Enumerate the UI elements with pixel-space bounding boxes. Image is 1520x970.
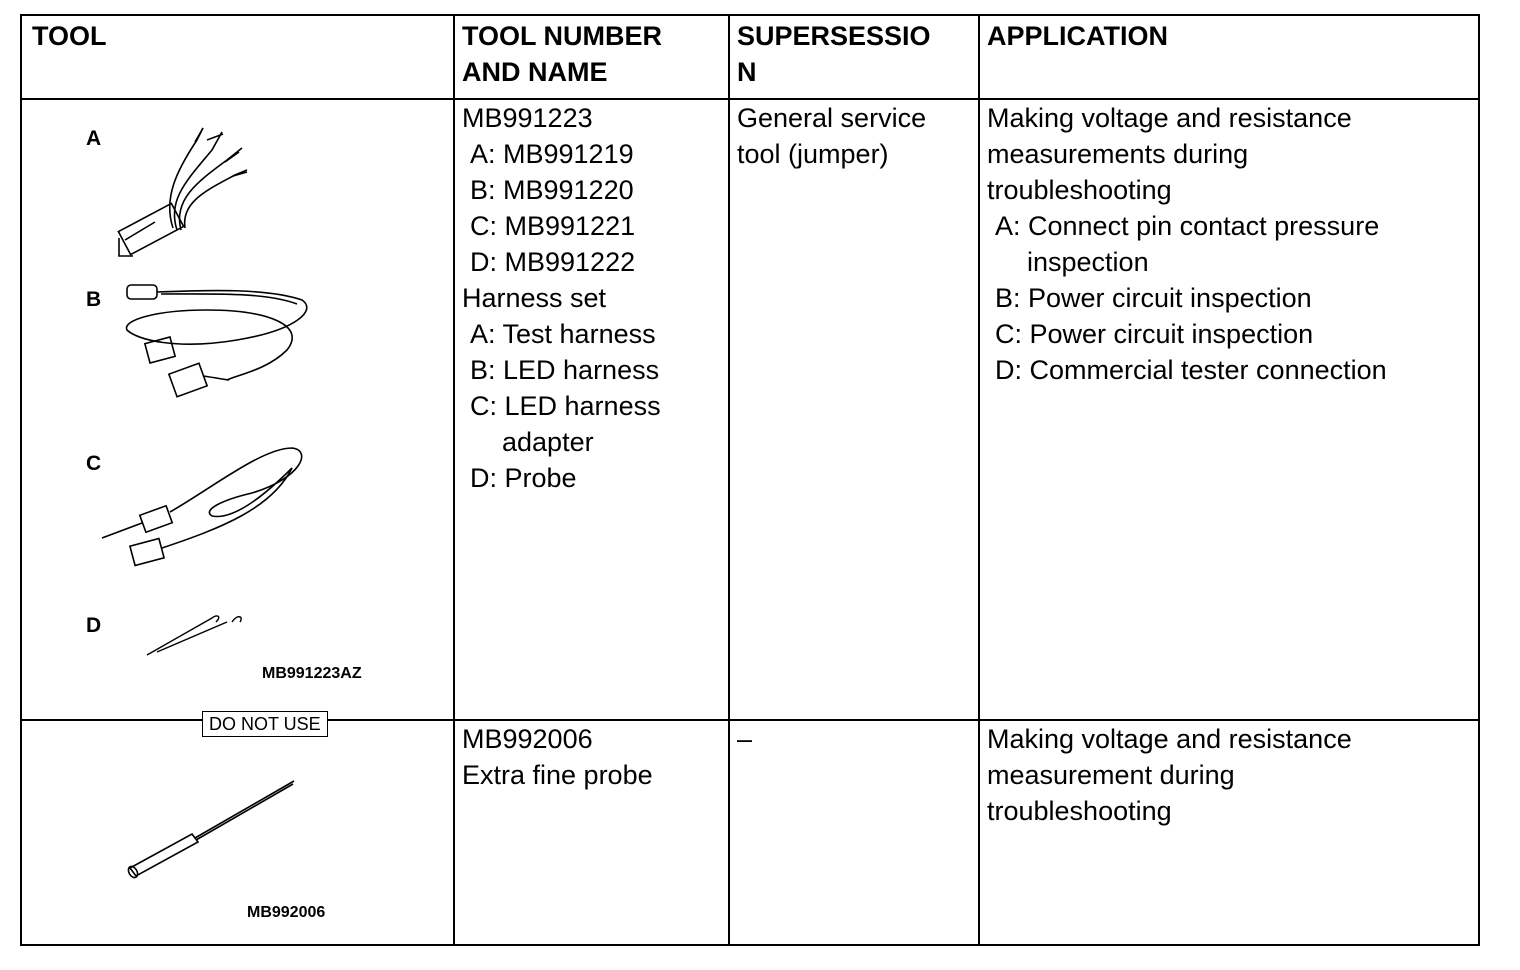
illustration-label-d: D xyxy=(86,614,102,637)
led-harness-icon xyxy=(117,280,317,410)
extra-fine-probe-icon xyxy=(122,776,302,886)
illustration-label-c: C xyxy=(86,452,102,475)
header-supersession: SUPERSESSIO N xyxy=(737,21,931,87)
test-harness-icon xyxy=(107,120,257,260)
header-tool-number: TOOL NUMBER AND NAME xyxy=(462,21,663,87)
tool-illustration-mb992006 xyxy=(22,721,452,945)
application-cell: Making voltage and resistance measurements during troubleshooting A: Connect pin contact pressure inspection B: Power circuit inspection C: Power circuit inspection D: Commercial tester connection xyxy=(987,103,1387,385)
do-not-use-label: DO NOT USE xyxy=(202,711,328,737)
application-cell: Making voltage and resistance measurement during troubleshooting xyxy=(987,724,1352,826)
illustration-label-a: A xyxy=(86,127,102,150)
column-divider xyxy=(453,16,455,944)
illustration-code: MB992006 xyxy=(247,904,326,921)
header-tool: TOOL xyxy=(32,21,107,51)
tool-number-cell: MB992006 Extra fine probe xyxy=(462,724,653,790)
tool-table xyxy=(20,14,1480,946)
supersession-cell: – xyxy=(737,724,753,754)
tool-illustration-mb991223 xyxy=(22,100,452,734)
probe-icon xyxy=(142,610,252,660)
header-application: APPLICATION xyxy=(987,21,1168,51)
illustration-code: MB991223AZ xyxy=(262,665,362,682)
led-harness-adapter-icon xyxy=(102,438,302,578)
column-divider xyxy=(978,16,980,944)
supersession-cell: General service tool (jumper) xyxy=(737,103,927,169)
illustration-label-b: B xyxy=(86,288,102,311)
tool-number-cell: MB991223 A: MB991219 B: MB991220 C: MB991221 D: MB991222 Harness set A: Test harness B: LED harness C: LED harness adapter D: Probe xyxy=(462,103,661,493)
column-divider xyxy=(728,16,730,944)
